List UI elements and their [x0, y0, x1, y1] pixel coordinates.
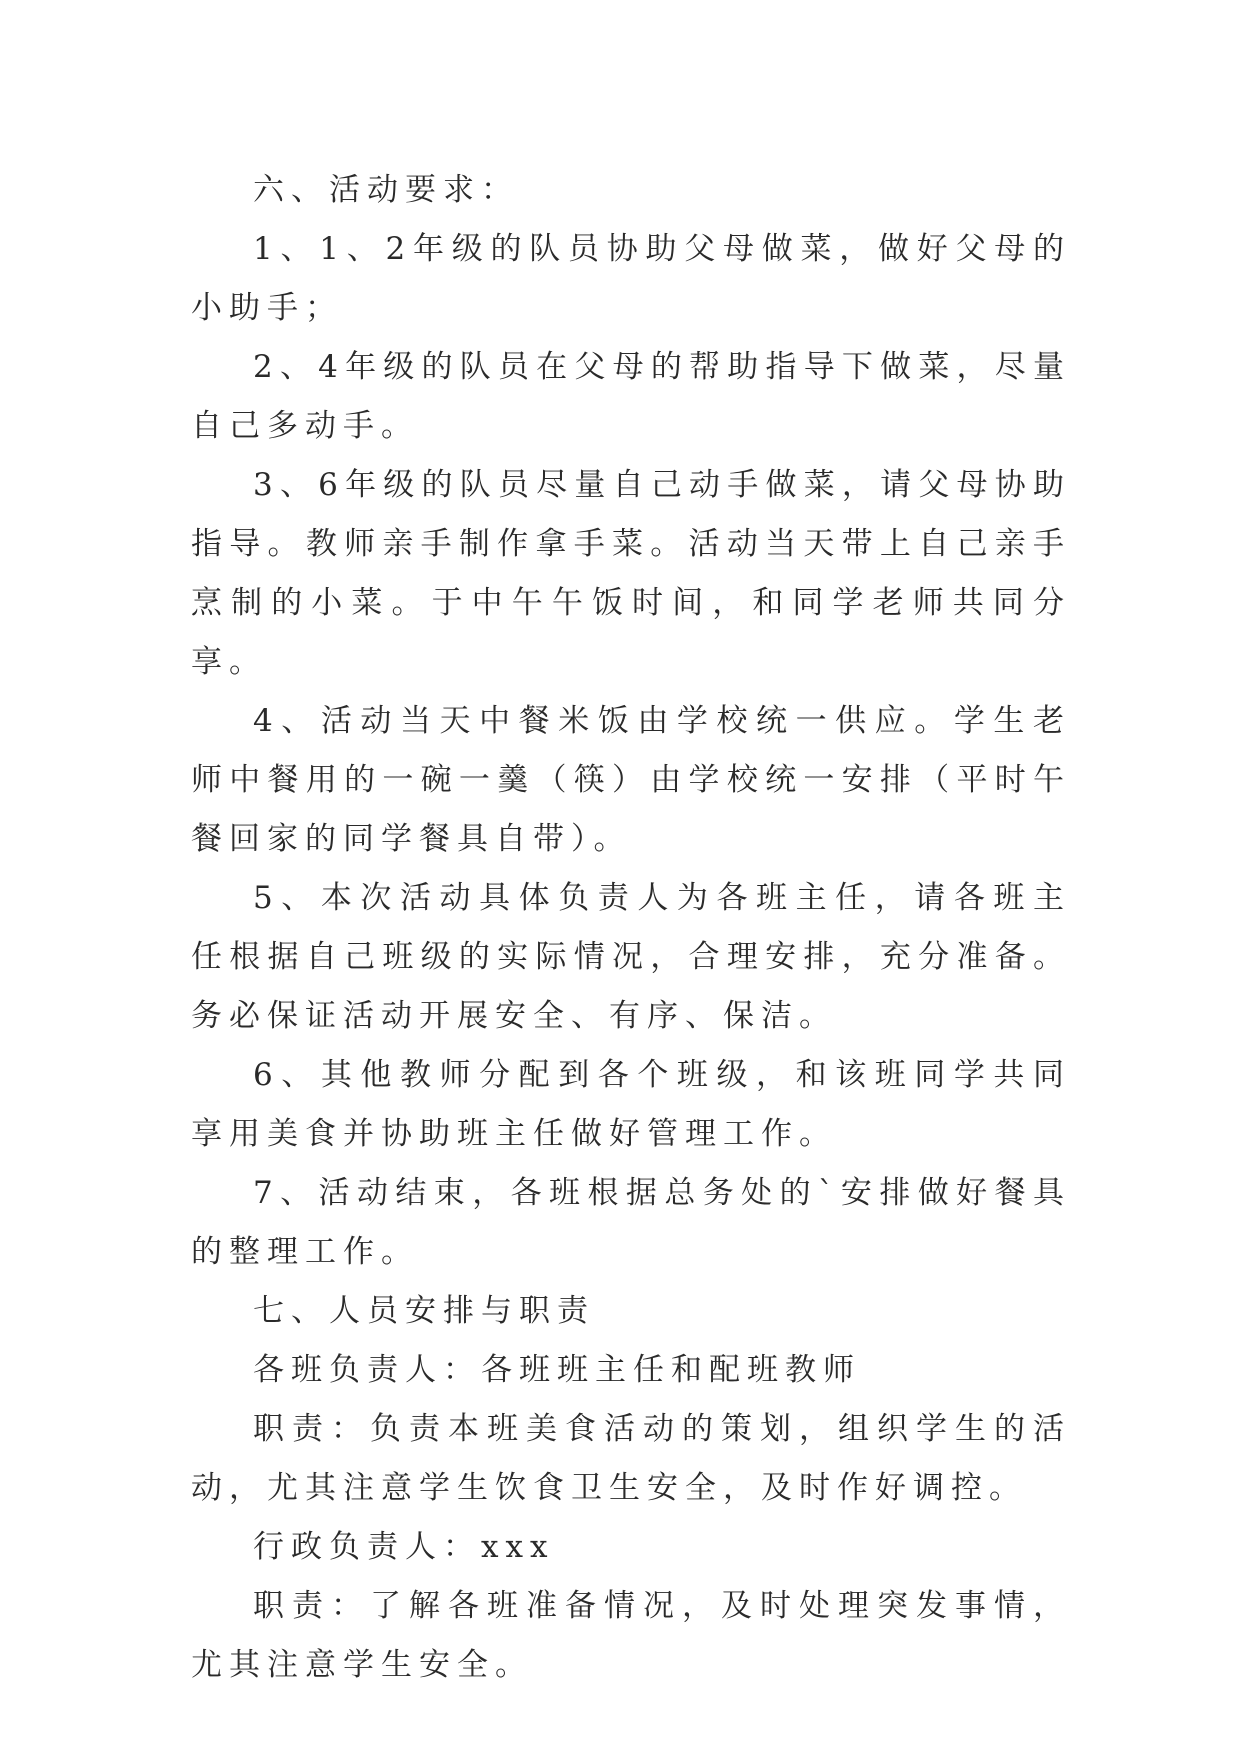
requirement-item-6: 6、其他教师分配到各个班级，和该班同学共同享用美食并协助班主任做好管理工作。 — [191, 1057, 1071, 1152]
section-heading-staff-duties: 七、人员安排与职责 — [253, 1293, 595, 1329]
requirement-item-3: 3、6年级的队员尽量自己动手做菜，请父母协助指导。教师亲手制作拿手菜。活动当天带上自己亲手烹制的小菜。于中午午饭时间，和同学老师共同分享。 — [191, 467, 1071, 680]
requirement-item-2: 2、4年级的队员在父母的帮助指导下做菜，尽量自己多动手。 — [191, 349, 1071, 444]
section-heading-activity-requirements: 六、活动要求： — [253, 172, 519, 208]
requirement-item-1: 1、1、2年级的队员协助父母做菜，做好父母的小助手； — [191, 231, 1071, 326]
requirement-item-7: 7、活动结束，各班根据总务处的`安排做好餐具的整理工作。 — [191, 1175, 1071, 1270]
class-lead-duty: 职责：负责本班美食活动的策划，组织学生的活动，尤其注意学生饮食卫生安全，及时作好调控。 — [191, 1411, 1071, 1506]
admin-lead-line: 行政负责人：xxx — [253, 1529, 555, 1565]
requirement-item-4: 4、活动当天中餐米饭由学校统一供应。学生老师中餐用的一碗一羹（筷）由学校统一安排（平时午餐回家的同学餐具自带）。 — [191, 703, 1071, 857]
document-body — [191, 161, 1071, 1695]
requirement-item-5: 5、本次活动具体负责人为各班主任，请各班主任根据自己班级的实际情况，合理安排，充分准备。务必保证活动开展安全、有序、保洁。 — [191, 880, 1071, 1034]
admin-lead-duty: 职责：了解各班准备情况，及时处理突发事情，尤其注意学生安全。 — [191, 1588, 1071, 1683]
class-lead-line: 各班负责人：各班班主任和配班教师 — [253, 1352, 861, 1388]
